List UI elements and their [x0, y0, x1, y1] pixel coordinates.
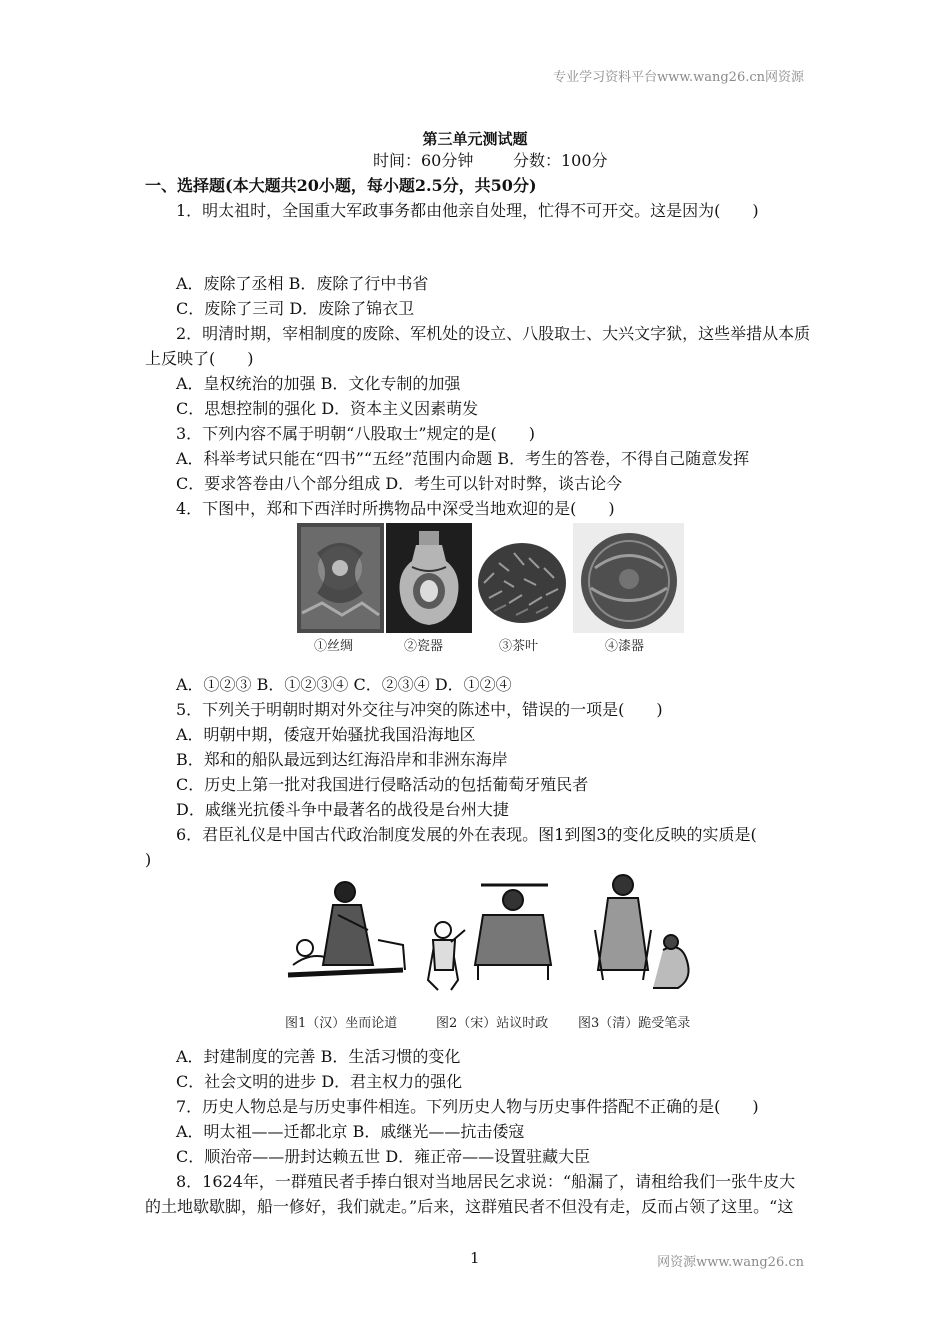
exam-score: 分数：100分 [513, 151, 608, 170]
q4-caption-tea: ③茶叶 [499, 639, 539, 654]
q5-option-b: B．郑和的船队最远到达红海沿岸和非洲东海岸 [176, 750, 508, 769]
q6-options-cd: C．社会文明的进步 D．君主权力的强化 [176, 1072, 463, 1091]
q4-options: A．①②③ B．①②③④ C．②③④ D．①②④ [176, 675, 512, 694]
silk-image [297, 523, 384, 633]
q1-options-cd: C．废除了三司 D．废除了锦衣卫 [176, 299, 415, 318]
q7-options-cd: C．顺治帝——册封达赖五世 D．雍正帝——设置驻藏大臣 [176, 1147, 591, 1166]
q2-options-ab: A．皇权统治的加强 B．文化专制的加强 [176, 374, 461, 393]
q4-stem: 4．下图中，郑和下西洋时所携物品中深受当地欢迎的是( ) [176, 499, 615, 518]
page-number: 1 [470, 1249, 480, 1267]
porcelain-image [386, 523, 472, 633]
q1-stem: 1．明太祖时，全国重大军政事务都由他亲自处理，忙得不可开交。这是因为( ) [176, 201, 759, 220]
q3-stem: 3．下列内容不属于明朝“八股取士”规定的是( ) [176, 424, 536, 443]
q4-caption-silk: ①丝绸 [314, 639, 354, 654]
q2-options-cd: C．思想控制的强化 D．资本主义因素萌发 [176, 399, 479, 418]
q4-figure [297, 523, 684, 660]
q5-option-d: D．戚继光抗倭斗争中最著名的战役是台州大捷 [176, 800, 509, 819]
q6-caption-fig3: 图3（清）跪受笔录 [578, 1016, 691, 1031]
etiquette-illustration [283, 870, 703, 1005]
q6-caption-fig1: 图1（汉）坐而论道 [285, 1016, 398, 1031]
tea-image [474, 523, 571, 633]
page-title: 第三单元测试题 [422, 130, 528, 148]
section-heading: 一、选择题(本大题共20小题，每小题2.5分，共50分) [145, 176, 537, 195]
q6-figure [283, 870, 703, 1035]
q3-options-cd: C．要求答卷由八个部分组成 D．考生可以针对时弊，谈古论今 [176, 474, 623, 493]
q8-line2: 的土地歇歇脚，船一修好，我们就走。”后来，这群殖民者不但没有走，反而占领了这里。“这 [145, 1197, 794, 1216]
header-watermark: 专业学习资料平台www.wang26.cn网资源 [553, 70, 804, 85]
q1-options-ab: A．废除了丞相 B．废除了行中书省 [176, 274, 429, 293]
q6-stem-line1: 6．君臣礼仪是中国古代政治制度发展的外在表现。图1到图3的变化反映的实质是( [176, 825, 757, 844]
q7-stem: 7．历史人物总是与历史事件相连。下列历史人物与历史事件搭配不正确的是( ) [176, 1097, 759, 1116]
q6-options-ab: A．封建制度的完善 B．生活习惯的变化 [176, 1047, 461, 1066]
q2-stem-line1: 2．明清时期，宰相制度的废除、军机处的设立、八股取士、大兴文字狱，这些举措从本质 [176, 324, 811, 343]
q3-options-ab: A．科举考试只能在“四书”“五经”范围内命题 B．考生的答卷，不得自己随意发挥 [176, 449, 750, 468]
footer-watermark: 网资源www.wang26.cn [657, 1255, 804, 1270]
lacquer-image [573, 523, 684, 633]
q6-stem-line2: ) [145, 850, 152, 869]
q7-options-ab: A．明太祖——迁都北京 B．戚继光——抗击倭寇 [176, 1122, 525, 1141]
q5-stem: 5．下列关于明朝时期对外交往与冲突的陈述中，错误的一项是( ) [176, 700, 663, 719]
q6-caption-fig2: 图2（宋）站议时政 [436, 1016, 549, 1031]
q5-option-a: A．明朝中期，倭寇开始骚扰我国沿海地区 [176, 725, 476, 744]
exam-time: 时间：60分钟 [373, 151, 474, 170]
q4-caption-lacquer: ④漆器 [605, 639, 645, 654]
q8-line1: 8．1624年，一群殖民者手捧白银对当地居民乞求说：“船漏了，请租给我们一张牛皮大 [176, 1172, 796, 1191]
q5-option-c: C．历史上第一批对我国进行侵略活动的包括葡萄牙殖民者 [176, 775, 589, 794]
q4-caption-porcelain: ②瓷器 [404, 639, 444, 654]
q2-stem-line2: 上反映了( ) [145, 349, 254, 368]
